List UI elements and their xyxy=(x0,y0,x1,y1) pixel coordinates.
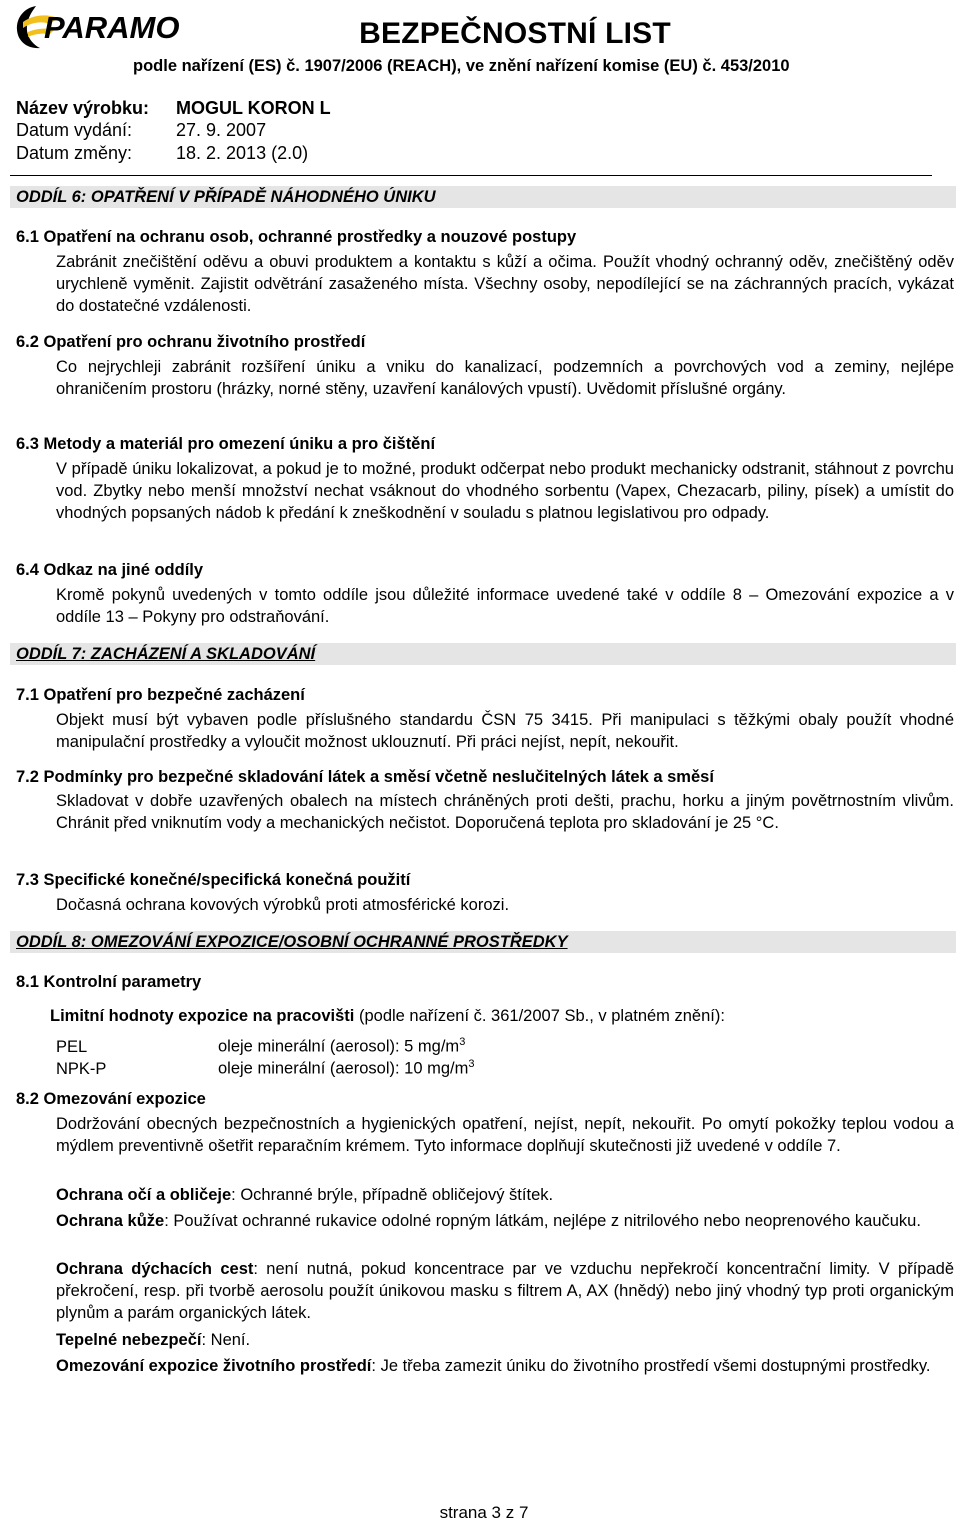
npk-unit-exponent: 3 xyxy=(468,1058,475,1070)
paramo-logo xyxy=(14,4,214,50)
svg-text:PARAMO: PARAMO xyxy=(44,10,180,45)
para-7-1: Objekt musí být vybaven podle příslušného standardu ČSN 75 3415. Při manipulaci s těžkými obaly použít vhodné manipulační prostředky a vyloučit možnost uklouznutí. Při práci nejíst, nepít, nekouřit. xyxy=(56,711,954,751)
issue-date: 27. 9. 2007 xyxy=(176,120,267,140)
thermal-hazard xyxy=(56,1329,954,1351)
eye-protection xyxy=(56,1184,954,1206)
heading-6-2: 6.2 Opatření pro ochranu životního prostředí xyxy=(16,333,366,351)
heading-6-1: 6.1 Opatření na ochranu osob, ochranné prostředky a nouzové postupy xyxy=(16,228,577,246)
limit-values-line xyxy=(50,1005,725,1027)
product-row xyxy=(16,97,331,119)
environmental-exposure-text: : Je třeba zamezit úniku do životního prostředí všemi dostupnými prostředky. xyxy=(371,1357,931,1375)
header-rule xyxy=(10,175,932,176)
regulation-line: podle nařízení (ES) č. 1907/2006 (REACH), ve znění nařízení komise (EU) č. 453/2010 xyxy=(133,57,790,75)
product-label: Název výrobku: xyxy=(16,98,150,118)
heading-8-2: 8.2 Omezování expozice xyxy=(16,1090,206,1108)
para-6-4: Kromě pokynů uvedených v tomto oddíle jsou důležité informace uvedené také v oddíle 8 – Omezování expozice a v oddíle 13 – Pokyny pro odstraňování. xyxy=(56,586,954,626)
change-date-row xyxy=(16,142,308,164)
issue-label: Datum vydání: xyxy=(16,120,133,140)
respiratory-protection xyxy=(56,1258,954,1324)
para-7-3: Dočasná ochrana kovových výrobků proti atmosférické korozi. xyxy=(56,896,510,914)
respiratory-protection-text: : není nutná, pokud koncentrace par ve vzduchu nepřekročí koncentrační limity. V případě překročení, resp. při tvorbě aerosolu použít únikovou masku s filtrem A, AX (hnědý) nebo jiný vhodný typ proti organickým plynům a parám organických látek. xyxy=(56,1260,954,1322)
heading-7-1: 7.1 Opatření pro bezpečné zacházení xyxy=(16,686,305,704)
respiratory-protection-label: Ochrana dýchacích cest xyxy=(56,1260,254,1278)
heading-7-3: 7.3 Specifické konečné/specifická konečná použití xyxy=(16,871,411,889)
npk-row xyxy=(56,1053,474,1080)
paramo-logo-icon xyxy=(14,4,214,50)
pel-value: oleje minerální (aerosol): 5 mg/m xyxy=(218,1037,460,1056)
limit-values-text: (podle nařízení č. 361/2007 Sb., v platném znění): xyxy=(354,1007,725,1025)
para-6-2: Co nejrychleji zabránit rozšíření úniku a vniku do kanalizací, podzemních a povrchových vod a zeminy, nejlépe ohraničením prostoru (hrázky, norné stěny, uzavření kanálových vpustí). Uvědomit příslušné orgány. xyxy=(56,358,954,398)
npk-key: NPK-P xyxy=(56,1059,107,1078)
eye-protection-label: Ochrana očí a obličeje xyxy=(56,1186,232,1204)
para-8-2: Dodržování obecných bezpečnostních a hygienických opatření, nejíst, nepít, nekouřit. Po omytí pokožky teplou vodou a mýdlem preventivně ošetřit reparačním krémem. Tyto informace doplňují skutečnosti již uvedené v oddíle 7. xyxy=(56,1115,954,1155)
skin-protection xyxy=(56,1210,954,1232)
pel-key: PEL xyxy=(56,1037,88,1056)
section-8-title: ODDÍL 8: OMEZOVÁNÍ EXPOZICE/OSOBNÍ OCHRANNÉ PROSTŘEDKY xyxy=(10,931,956,953)
eye-protection-text: : Ochranné brýle, případně obličejový štítek. xyxy=(231,1186,554,1204)
environmental-exposure-label: Omezování expozice životního prostředí xyxy=(56,1357,372,1375)
heading-7-2: 7.2 Podmínky pro bezpečné skladování látek a směsí včetně neslučitelných látek a směsí xyxy=(16,768,714,786)
heading-6-4: 6.4 Odkaz na jiné oddíly xyxy=(16,561,204,579)
section-6-title: ODDÍL 6: OPATŘENÍ V PŘÍPADĚ NÁHODNÉHO ÚNIKU xyxy=(10,186,956,208)
document-title: BEZPEČNOSTNÍ LIST xyxy=(359,17,671,50)
product-name: MOGUL KORON L xyxy=(176,98,331,118)
page-number: strana 3 z 7 xyxy=(439,1503,529,1522)
heading-6-3: 6.3 Metody a materiál pro omezení úniku a pro čištění xyxy=(16,435,436,453)
issue-date-row xyxy=(16,119,266,141)
section-7-title: ODDÍL 7: ZACHÁZENÍ A SKLADOVÁNÍ xyxy=(10,643,956,665)
skin-protection-text: : Používat ochranné rukavice odolné ropným látkám, nejlépe z nitrilového nebo neoprenového kaučuku. xyxy=(164,1212,921,1230)
para-6-1: Zabránit znečištění oděvu a obuvi produktem a kontaktu s kůží a očima. Použít vhodný ochranný oděv, znečištěný oděv urychleně vyměnit. Zajistit odvětrání zasaženého místa. Všechny osoby, nepodílející se na záchranných pracích, vykázat do dostatečné vzdálenosti. xyxy=(56,253,954,315)
change-label: Datum změny: xyxy=(16,143,133,163)
limit-values-label: Limitní hodnoty expozice na pracovišti xyxy=(50,1007,355,1025)
para-6-3: V případě úniku lokalizovat, a pokud je to možné, produkt odčerpat nebo produkt mechanicky odstranit, stáhnout z povrchu vod. Zbytky nebo menší množství nechat vsáknout do vhodného sorbentu (Vapex, Chezacarb, piliny, písek) a umístit do vhodných popsaných nádob k předání k zneškodnění v souladu s platnou legislativou pro odpady. xyxy=(56,460,954,522)
npk-value: oleje minerální (aerosol): 10 mg/m xyxy=(218,1059,469,1078)
heading-8-1: 8.1 Kontrolní parametry xyxy=(16,973,202,991)
thermal-hazard-label: Tepelné nebezpečí xyxy=(56,1331,202,1349)
thermal-hazard-text: : Není. xyxy=(201,1331,251,1349)
para-7-2: Skladovat v dobře uzavřených obalech na místech chráněných proti dešti, prachu, horku a jiným povětrnostním vlivům. Chránit před vniknutím vody a mechanických nečistot. Doporučená teplota pro skladování je 25 °C. xyxy=(56,792,954,832)
skin-protection-label: Ochrana kůže xyxy=(56,1212,165,1230)
change-date: 18. 2. 2013 (2.0) xyxy=(176,143,309,163)
environmental-exposure xyxy=(56,1355,954,1377)
pel-unit-exponent: 3 xyxy=(459,1036,466,1048)
